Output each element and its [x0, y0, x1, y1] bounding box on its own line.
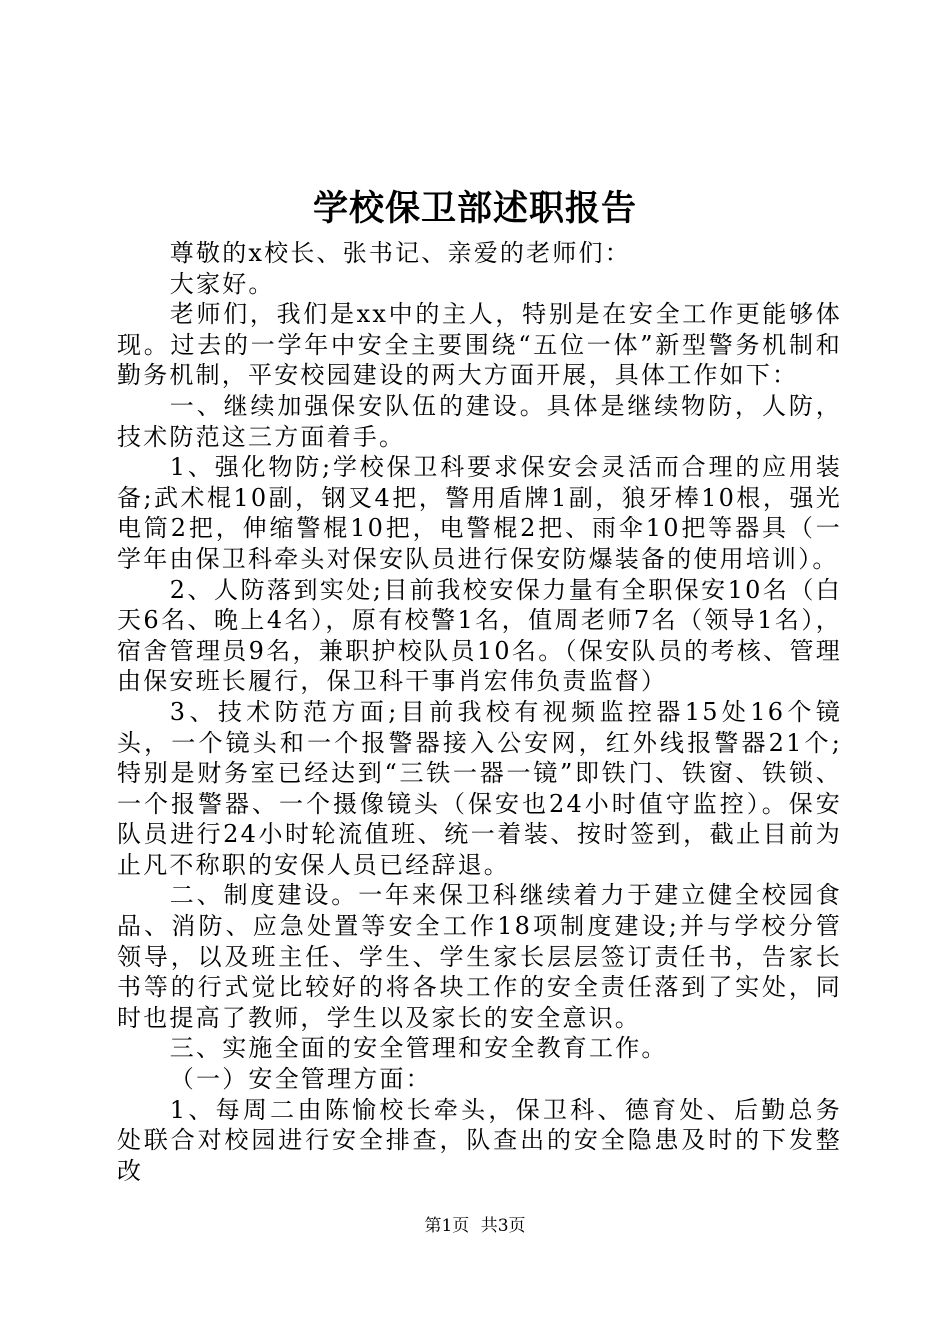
page-footer: [0, 1214, 950, 1238]
document-title: 学校保卫部述职报告: [312, 188, 637, 229]
paragraph-subsection-1: （一）安全管理方面：: [169, 1065, 432, 1094]
document-body: [117, 238, 842, 1186]
paragraph-section-3: 三、实施全面的安全管理和安全教育工作。: [169, 1034, 668, 1063]
page-number: 第1页: [424, 1216, 470, 1236]
paragraph-salutation: 尊敬的x校长、张书记、亲爱的老师们：: [169, 239, 631, 267]
paragraph-section-2: 二、制度建设。一年来保卫科继续着力于建立健全校园食品、消防、应急处置等安全工作18项制度建设;并与学校分管领导，以及班主任、学生、学生家长层层签订责任书，告家长书等的行式觉比较好的将各块工作的安全责任落到了实处，同时也提高了教师，学生以及家长的安全意识。: [117, 881, 842, 1032]
paragraph-item-1-3: 3、技术防范方面;目前我校有视频监控器15处16个镜头，一个镜头和一个报警器接入公安网，红外线报警器21个;特别是财务室已经达到“三铁一器一镜”即铁门、铁窗、铁锁、一个报警器、一个摄像镜头（保安也24小时值守监控）。保安队员进行24小时轮流值班、统一着装、按时签到，截止目前为止凡不称职的安保人员已经辞退。: [117, 697, 842, 879]
paragraph-item-3-1: 1、每周二由陈愉校长牵头，保卫科、德育处、后勤总务处联合对校园进行安全排查，队查出的安全隐患及时的下发整改: [117, 1095, 842, 1185]
paragraph-section-1: 一、继续加强保安队伍的建设。具体是继续物防，人防，技术防范这三方面着手。: [117, 391, 842, 451]
paragraph-intro: 老师们，我们是xx中的主人，特别是在安全工作更能够体现。过去的一学年中安全主要围绕“五位一体”新型警务机制和勤务机制，平安校园建设的两大方面开展，具体工作如下：: [117, 300, 842, 390]
paragraph-greeting: 大家好。: [169, 269, 275, 298]
page-total: 共3页: [480, 1216, 526, 1236]
paragraph-item-1-1: 1、强化物防;学校保卫科要求保安会灵活而合理的应用装备;武术棍10副，钢叉4把，警用盾牌1副，狼牙棒10根，强光电筒2把，伸缩警棍10把，电警棍2把、雨伞10把等器具（一学年由保卫科牵头对保安队员进行保安防爆装备的使用培训）。: [117, 453, 842, 573]
paragraph-item-1-2: 2、人防落到实处;目前我校安保力量有全职保安10名（白天6名、晚上4名），原有校警1名，值周老师7名（领导1名），宿舍管理员9名，兼职护校队员10名。（保安队员的考核、管理由保安班长履行，保卫科干事肖宏伟负责监督）: [117, 575, 842, 696]
